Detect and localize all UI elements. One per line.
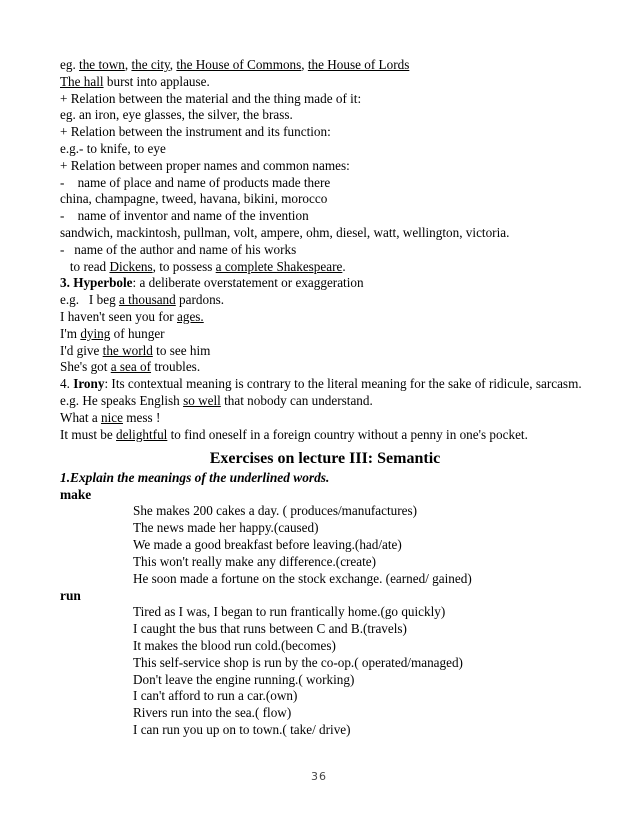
example-line	[60, 309, 600, 326]
text: e.g. I beg	[60, 292, 119, 308]
text: ,	[169, 57, 177, 72]
underlined-text: the town	[79, 57, 125, 72]
example-line	[60, 427, 600, 444]
example-line: e.g.- to knife, to eye	[60, 140, 166, 156]
example-line	[60, 259, 600, 276]
text: It must be	[60, 426, 117, 442]
definition: : Its contextual meaning is contrary to the literal meaning for the sake of ridicule, sarcasm.	[104, 376, 582, 392]
underlined-text: the House of Lords	[307, 57, 410, 72]
term: 3. Hyperbole	[60, 275, 133, 291]
page-number: 36	[311, 770, 327, 783]
text: ,	[301, 57, 308, 72]
text: , to possess	[152, 258, 216, 274]
exercise-sentence: We made a good breakfast before leaving.(had/ate)	[133, 536, 402, 552]
bullet-line: - name of place and name of products made there	[60, 174, 331, 190]
text: She's got	[60, 359, 111, 375]
keyword-make: make	[60, 487, 92, 503]
underlined-text: so well	[183, 392, 221, 408]
exercise-sentence: She makes 200 cakes a day. ( produces/manufactures)	[133, 503, 418, 519]
exercise-sentence: Rivers run into the sea.( flow)	[133, 705, 292, 721]
underlined-text: a sea of	[110, 359, 152, 375]
exercise-sentence: Don't leave the engine running.( working)	[133, 671, 355, 687]
text: I'm	[60, 325, 81, 341]
text: troubles.	[151, 359, 201, 375]
underlined-text: the world	[102, 342, 153, 358]
text: to find oneself in a foreign country without a penny in one's pocket.	[167, 426, 528, 442]
text: eg.	[60, 57, 80, 72]
exercise-sentence: It makes the blood run cold.(becomes)	[133, 637, 336, 653]
text: I haven't seen you for	[60, 308, 177, 324]
definition: : a deliberate overstatement or exaggeration	[132, 275, 364, 291]
term: Irony	[73, 376, 105, 392]
text: ,	[124, 57, 132, 72]
example-line	[60, 343, 600, 360]
example-line	[60, 393, 600, 410]
text: I'd give	[60, 342, 103, 358]
underlined-text: Dickens	[109, 258, 153, 274]
text: What a	[60, 409, 102, 425]
underlined-text: nice	[101, 409, 123, 425]
underlined-text: a thousand	[118, 292, 176, 308]
underlined-text: the House of Commons	[176, 57, 302, 72]
text: 4.	[60, 376, 74, 392]
bullet-line: - name of inventor and name of the invention	[60, 208, 309, 224]
text: e.g. He speaks English	[60, 392, 184, 408]
exercises-heading: Exercises on lecture III: Semantic	[209, 450, 441, 468]
exercise-sentence: He soon made a fortune on the stock exchange. (earned/ gained)	[133, 570, 472, 586]
example-line	[60, 57, 600, 74]
underlined-text: the city	[131, 57, 170, 72]
section-title-hyperbole	[60, 275, 600, 292]
section-title-irony	[60, 376, 600, 393]
bullet-line: - name of the author and name of his works	[60, 241, 297, 257]
example-line	[60, 326, 600, 343]
example-line	[60, 410, 600, 427]
text: to read	[60, 258, 110, 274]
example-line: eg. an iron, eye glasses, the silver, the brass.	[60, 107, 293, 123]
exercise-sentence: This self-service shop is run by the co-op.( operated/managed)	[133, 654, 463, 670]
text: that nobody can understand.	[220, 392, 373, 408]
underlined-text: The hall	[60, 73, 104, 89]
relation-heading: + Relation between the material and the thing made of it:	[60, 90, 362, 106]
example-line	[60, 359, 600, 376]
underlined-text: a complete Shakespeare	[215, 258, 343, 274]
text: mess !	[122, 409, 161, 425]
example-line: sandwich, mackintosh, pullman, volt, ampere, ohm, diesel, watt, wellington, victoria.	[60, 224, 510, 240]
exercise-sentence: I can't afford to run a car.(own)	[133, 688, 298, 704]
exercise-sentence: Tired as I was, I began to run frantically home.(go quickly)	[133, 604, 446, 620]
text: pardons.	[175, 292, 225, 308]
exercise-sentence: This won't really make any difference.(create)	[133, 553, 377, 569]
page-content	[60, 57, 600, 739]
text: of hunger	[110, 325, 165, 341]
text: .	[342, 258, 346, 274]
underlined-text: ages.	[177, 308, 204, 324]
keyword-run: run	[60, 588, 81, 604]
underlined-text: delightful	[116, 426, 168, 442]
exercise-task: 1.Explain the meanings of the underlined words.	[60, 470, 330, 486]
exercise-sentence: I can run you up on to town.( take/ drive)	[133, 721, 351, 737]
text: to see him	[152, 342, 211, 358]
text: burst into applause.	[103, 73, 210, 89]
example-line	[60, 74, 600, 91]
exercise-sentence: I caught the bus that runs between C and B.(travels)	[133, 621, 407, 637]
relation-heading: + Relation between the instrument and its function:	[60, 124, 331, 140]
exercise-sentence: The news made her happy.(caused)	[133, 520, 319, 536]
example-line	[60, 292, 600, 309]
underlined-text: dying	[80, 325, 111, 341]
example-line: china, champagne, tweed, havana, bikini, morocco	[60, 191, 328, 207]
relation-heading: + Relation between proper names and common names:	[60, 157, 350, 173]
